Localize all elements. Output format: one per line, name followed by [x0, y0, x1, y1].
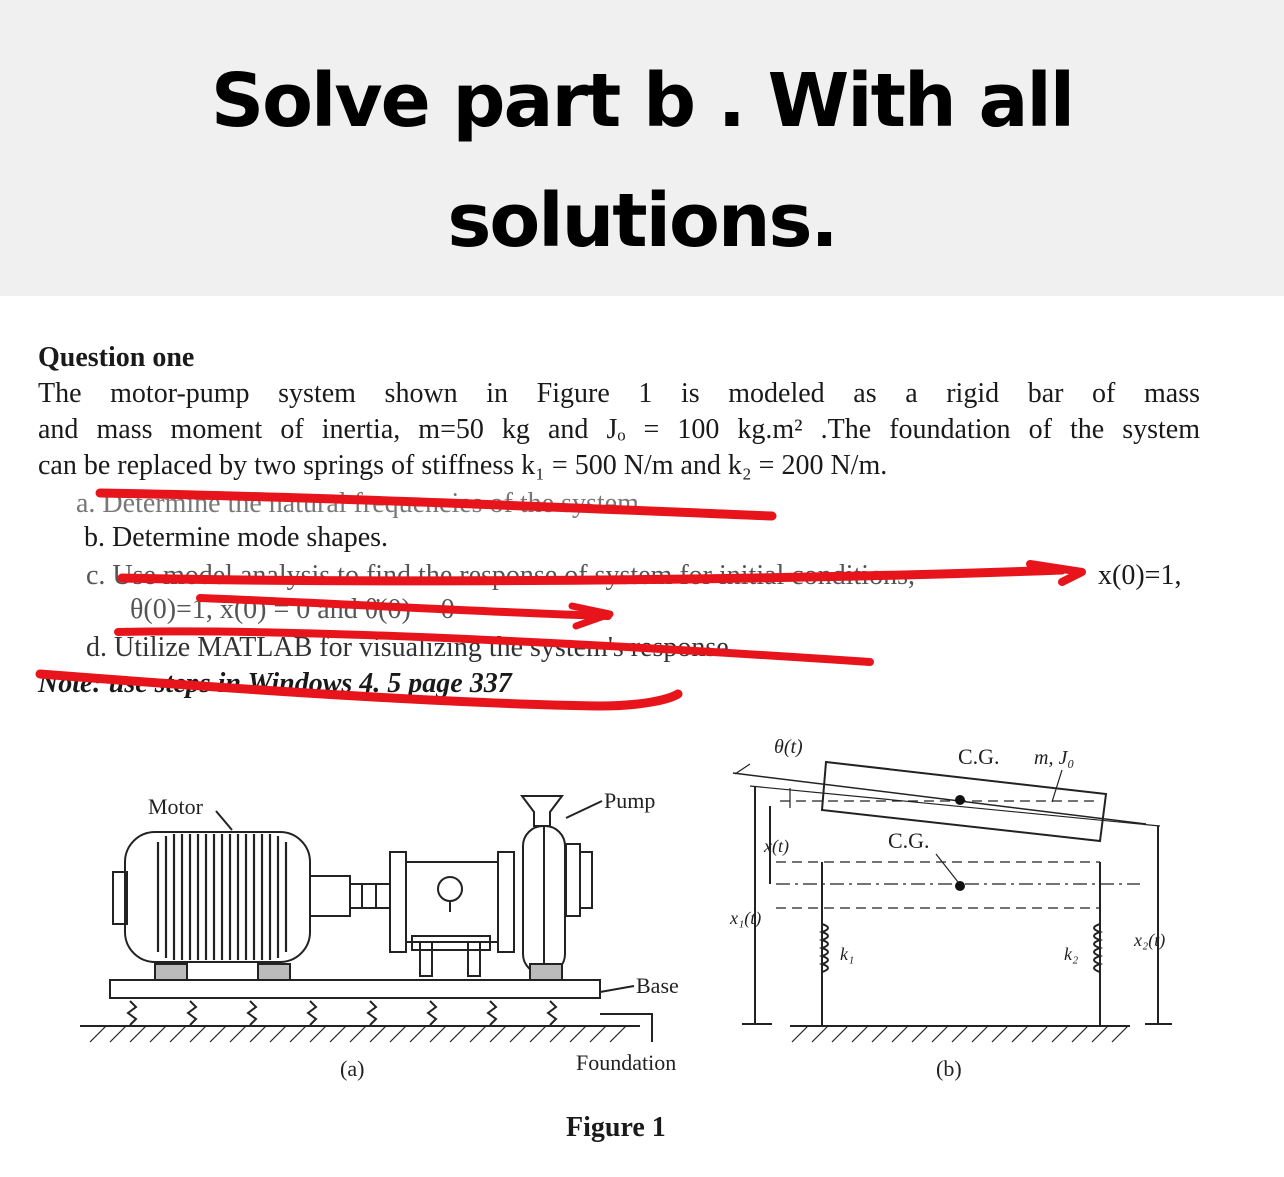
x1-label: x₁(t): [730, 908, 762, 928]
cg-top-label: C.G.: [958, 744, 1000, 769]
part-b: b. Determine mode shapes.: [84, 522, 389, 553]
pump-label: Pump: [604, 788, 656, 813]
base-label: Base: [636, 973, 679, 998]
question-title: Question one: [38, 342, 195, 373]
foundation-label: Foundation: [576, 1050, 677, 1075]
subfigure-a-label: (a): [340, 1056, 365, 1081]
prompt-line-2: solutions.: [447, 178, 837, 264]
mass-inertia-label: m, J₀: [1034, 747, 1075, 769]
prompt-line-1: Solve part b . With all: [210, 58, 1074, 144]
part-c-struck: c. Use model analysis to find the response of system for initial conditions,: [86, 560, 915, 591]
cg-mid-label: C.G.: [888, 828, 930, 853]
k1-label: k₁: [840, 944, 855, 964]
question-text-line-2: and mass moment of inertia, m=50 kg and Jₒ = 100 kg.m² .The foundation of the system: [38, 414, 1200, 445]
part-d-struck: d. Utilize MATLAB for visualizing the system's response.: [86, 632, 736, 663]
figure-caption: Figure 1: [566, 1112, 666, 1143]
motor-pump-drawing: [80, 796, 652, 1042]
question-text-line-3: can be replaced by two springs of stiffness k₁ = 500 N/m and k₂ = 200 N/m.: [38, 450, 888, 481]
k2-label: k₂: [1064, 944, 1079, 964]
motor-label: Motor: [148, 794, 203, 819]
x-label: x(t): [764, 836, 789, 856]
question-document: [0, 296, 1284, 1177]
part-c-tail: x(0)=1,: [1098, 560, 1182, 591]
figure-1-diagram: [0, 296, 1284, 1177]
part-a-struck: a. Determine the natural frequencies of the system: [76, 488, 639, 519]
part-c-initial-conditions: θ(0)=1, ẋ(0) = 0 and θ̇(0) = 0: [130, 594, 455, 625]
rigid-bar-model-drawing: [733, 762, 1172, 1042]
question-text-line-1: The motor-pump system shown in Figure 1 is modeled as a rigid bar of mass: [38, 378, 1200, 409]
note-struck: Note: use steps in Windows 4. 5 page 337: [38, 668, 512, 699]
x2-label: x₂(t): [1134, 930, 1166, 950]
theta-label: θ(t): [774, 736, 803, 758]
subfigure-b-label: (b): [936, 1056, 962, 1081]
